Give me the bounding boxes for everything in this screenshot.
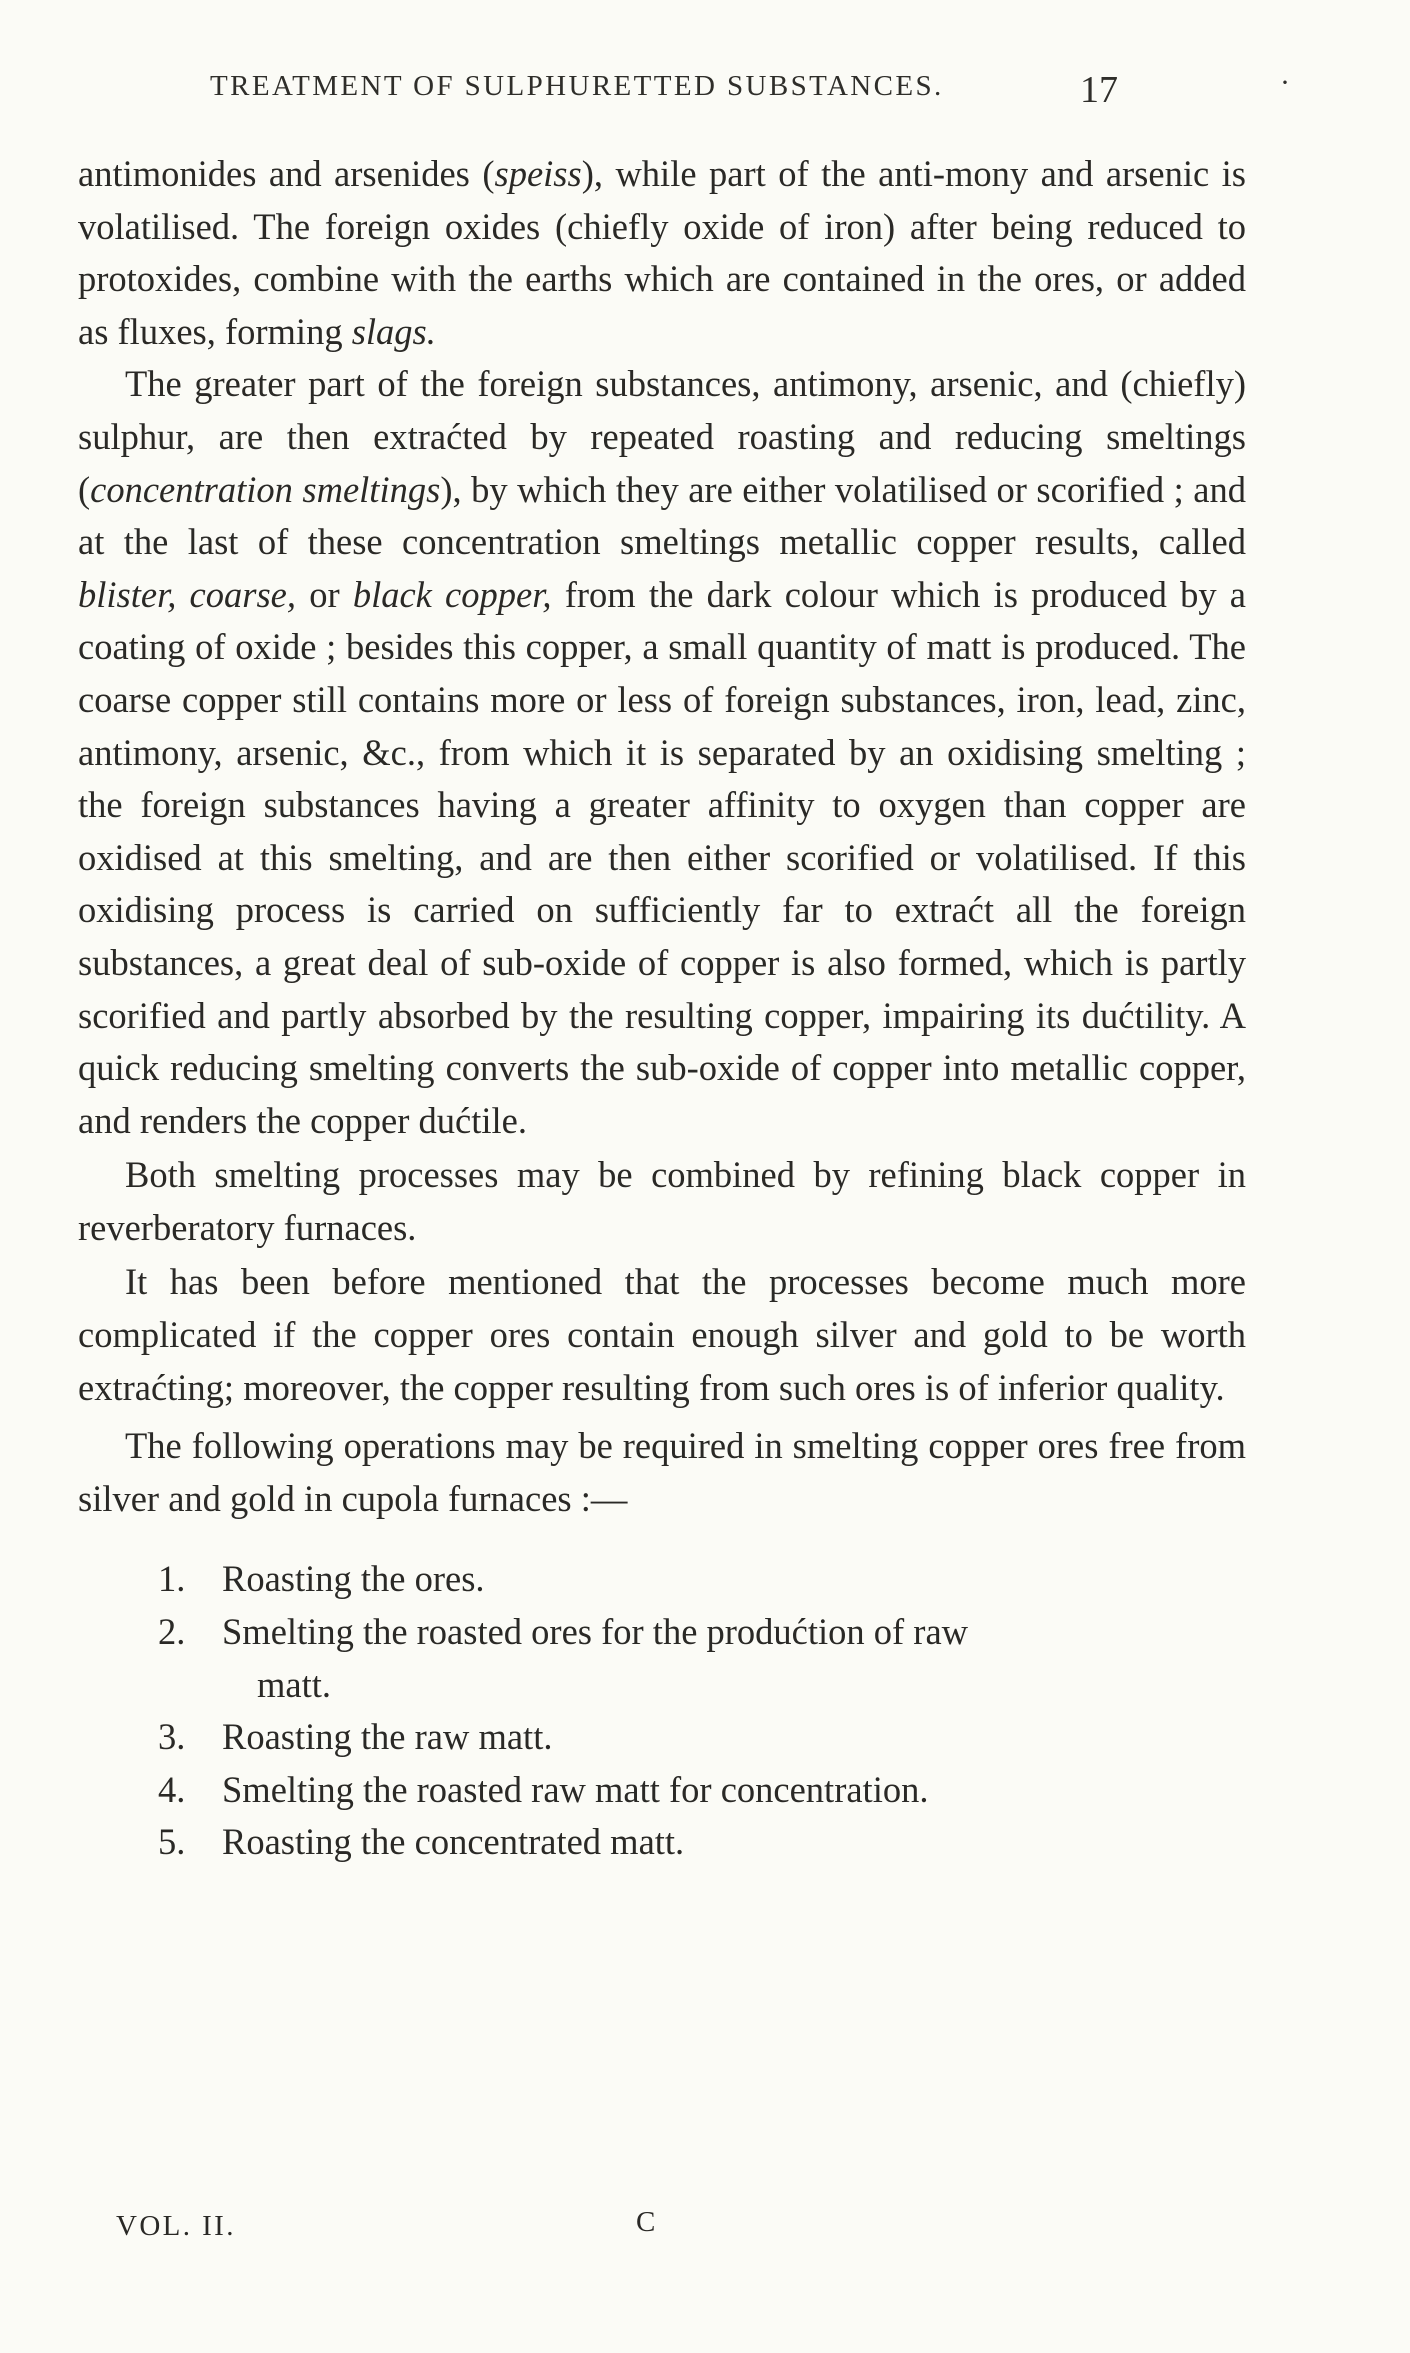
- list-item: [78, 1606, 1246, 1711]
- paragraph-2: [78, 358, 1246, 1147]
- list-item-number: 2.: [158, 1611, 186, 1653]
- signature-line: [116, 2206, 716, 2254]
- body-text: [78, 148, 1246, 1869]
- list-item-text: Roasting the raw matt.: [222, 1716, 553, 1758]
- paragraph-1-italic-slags: slags.: [351, 310, 436, 352]
- paragraph-2-text-a: The greater part of the foreign substances, antimony, arsenic, and (chiefly) sulphur, are then extraćted by repeated roasting and reducing smeltings (: [78, 363, 1246, 510]
- list-item-text: Smelting the roasted raw matt for concentration.: [222, 1768, 929, 1810]
- list-item-text: Roasting the concentrated matt.: [222, 1821, 685, 1863]
- running-head: [210, 66, 1293, 114]
- list-item-text: Smelting the roasted ores for the produćtion of raw: [222, 1611, 969, 1653]
- list-item-number: 5.: [158, 1821, 186, 1863]
- list-item-number: 3.: [158, 1716, 186, 1758]
- list-item: [78, 1711, 1246, 1764]
- list-item: [78, 1816, 1246, 1869]
- operations-list: [78, 1553, 1246, 1869]
- paragraph-2-italic-blister: blister, coarse,: [78, 573, 296, 615]
- running-head-title: TREATMENT OF SULPHURETTED SUBSTANCES.: [210, 70, 944, 102]
- paragraph-4: It has been before mentioned that the processes become much more complicated if the copper ores contain enough silver and gold to be worth extraćting; moreover, the copper resulting from such ores is of inferior quality.: [78, 1261, 1246, 1408]
- paragraph-2-text-c: ), by which they are either volatilised or scorified ; and at the last of these concentration smeltings metallic copper results, called: [78, 468, 1247, 563]
- paragraph-1: [78, 148, 1246, 358]
- page-number: 17: [1080, 69, 1118, 111]
- list-item: [78, 1764, 1246, 1817]
- paragraph-2-italic-black-copper: black copper,: [352, 573, 552, 615]
- sheet-signature: C: [636, 2206, 656, 2238]
- paragraph-1-italic-speiss: speiss: [494, 153, 582, 194]
- paragraph-3: Both smelting processes may be combined by refining black copper in reverberatory furnaces.: [78, 1154, 1246, 1248]
- list-item-number: 4.: [158, 1768, 186, 1810]
- list-item-text: Roasting the ores.: [222, 1558, 485, 1600]
- list-item: [78, 1553, 1246, 1606]
- list-item-continuation: matt.: [257, 1663, 331, 1705]
- paragraph-1-text-a: antimonides and arsenides (: [78, 153, 495, 194]
- running-head-mark: ·: [1280, 66, 1293, 99]
- paragraph-5: The following operations may be required in smelting copper ores free from silver and gold in cupola furnaces :—: [78, 1425, 1246, 1519]
- paragraph-2-text-g: from the dark colour which is produced by a coating of oxide ; besides this copper, a small quantity of matt is produced. The coarse copper still contains more or less of foreign substances, iron, lead, zinc, antimony, arsenic, &c., from which it is separated by an oxidising smelting ; the foreign substances having a greater affinity to oxygen than copper are oxidised at this smelting, and are then either scorified or volatilised. If this oxidising process is carried on sufficiently far to extraćt all the foreign substances, a great deal of sub-oxide of copper is also formed, which is partly scorified and partly absorbed by the resulting copper, impairing its dućtility. A quick reducing smelting converts the sub-oxide of copper into metallic copper, and renders the copper dućtile.: [78, 573, 1247, 1141]
- paragraph-2-italic-concentration: concentration smeltings: [90, 468, 441, 510]
- volume-label: VOL. II.: [116, 2210, 236, 2242]
- list-item-number: 1.: [158, 1558, 186, 1600]
- paragraph-2-text-e: or: [296, 573, 353, 615]
- paragraph-1-text-c: ), while part of the anti-mony and arsenic is volatilised. The foreign oxides (chiefly oxide of iron) after being reduced to protoxides, combine with the earths which are contained in the ores, or added as fluxes, forming: [78, 153, 1246, 352]
